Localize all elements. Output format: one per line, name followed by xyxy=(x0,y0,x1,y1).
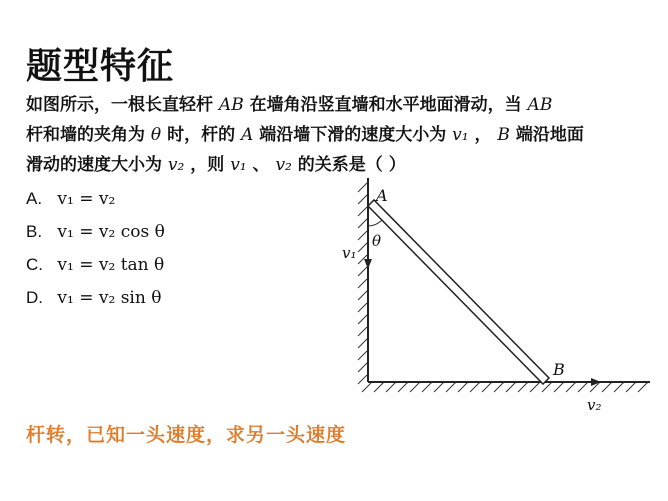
hint-text: 杆转，已知一头速度，求另一头速度 xyxy=(26,424,347,446)
wall-hatching xyxy=(358,182,368,384)
label-v2: v₂ xyxy=(587,396,602,414)
velocity-v1-symbol: v₁ xyxy=(230,155,247,175)
question-text-segment: 端沿地面 xyxy=(509,125,584,145)
question-text-segment: 在墙角沿竖直墙和水平地面滑动，当 xyxy=(243,95,528,115)
question-text-segment: 的关系是（ ） xyxy=(291,155,406,175)
rod-ab xyxy=(368,200,549,384)
angle-symbol: θ xyxy=(150,125,162,145)
label-b: B xyxy=(553,360,565,379)
end-a-label: A xyxy=(241,125,254,145)
question-text-segment: 杆和墙的夹角为 xyxy=(26,125,151,145)
question-text-segment: 端沿墙下滑的速度大小为 xyxy=(253,125,453,145)
option-formula: v₁ = v₂ tan θ xyxy=(57,255,165,275)
velocity-v2-symbol: v₂ xyxy=(167,155,185,175)
option-letter: D. xyxy=(26,288,43,307)
velocity-v2-symbol: v₂ xyxy=(275,155,292,175)
option-letter: C. xyxy=(26,255,43,274)
label-a: A xyxy=(376,186,388,205)
question-text-segment: ，则 xyxy=(184,155,231,175)
page-title: 题型特征 xyxy=(26,46,175,87)
ground-hatching xyxy=(362,382,648,392)
option-formula: v₁ = v₂ cos θ xyxy=(57,222,165,242)
question-text-segment: 如图所示，一根长直轻杆 xyxy=(26,95,219,115)
label-theta: θ xyxy=(372,232,382,250)
option-letter: B. xyxy=(26,222,43,241)
question-text-segment: 、 xyxy=(246,155,276,175)
question-text-segment: ， xyxy=(468,125,498,145)
option-formula: v₁ = v₂ sin θ xyxy=(57,288,162,308)
option-formula: v₁ = v₂ xyxy=(57,189,116,209)
label-v1: v₁ xyxy=(342,244,357,262)
rod-label: AB xyxy=(218,95,244,115)
velocity-v1-symbol: v₁ xyxy=(452,125,469,145)
question-text-segment: 滑动的速度大小为 xyxy=(26,155,168,175)
end-b-label: B xyxy=(497,125,510,145)
question-text-segment: 时，杆的 xyxy=(161,125,242,145)
theta-arc xyxy=(368,220,382,226)
rod-label: AB xyxy=(527,95,553,115)
option-letter: A. xyxy=(26,189,43,208)
